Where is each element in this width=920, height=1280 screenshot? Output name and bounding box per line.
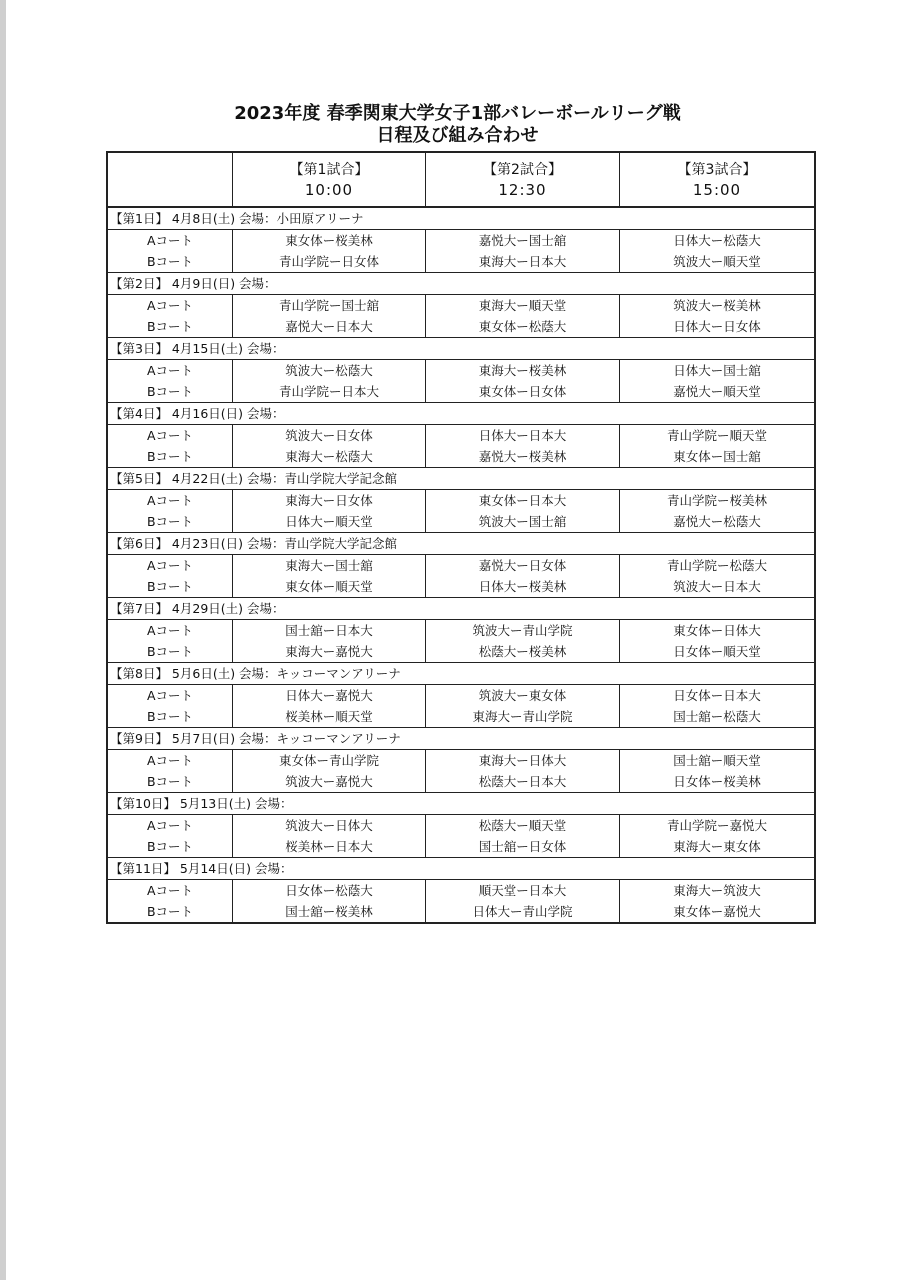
court-b-row [107,251,815,273]
match-1: 桜美林ー日本大 [233,836,426,858]
court-label: Bコート [107,836,233,858]
match-2: 順天堂ー日本大 [426,880,620,902]
document-title [106,103,809,147]
slot-time: 10:00 [304,180,354,199]
match-3: 東女体ー日体大 [620,620,816,642]
day-label: 【第11日】 5月14日(日) 会場： [107,858,815,880]
day-row [107,858,815,880]
schedule-table [106,151,816,924]
court-label: Bコート [107,901,233,923]
title-line-1: 2023年度 春季関東大学女子1部バレーボールリーグ戦 [234,103,681,124]
match-2: 東海大ー青山学院 [426,706,620,728]
title-line-2: 日程及び組み合わせ [376,125,539,146]
match-1: 桜美林ー順天堂 [233,706,426,728]
match-2: 嘉悦大ー国士舘 [426,230,620,252]
court-a-row [107,425,815,447]
match-3: 青山学院ー順天堂 [620,425,816,447]
slot-label: 【第1試合】 [289,161,369,178]
court-b-row [107,381,815,403]
court-label: Aコート [107,555,233,577]
court-b-row [107,511,815,533]
match-1: 嘉悦大ー日本大 [233,316,426,338]
day-label: 【第5日】 4月22日(土) 会場：青山学院大学記念館 [107,468,815,490]
court-label: Bコート [107,511,233,533]
match-3: 国士舘ー順天堂 [620,750,816,772]
court-label: Aコート [107,490,233,512]
match-2: 日体大ー桜美林 [426,576,620,598]
match-2: 東女体ー日本大 [426,490,620,512]
court-b-row [107,836,815,858]
match-1: 筑波大ー日女体 [233,425,426,447]
match-2: 日体大ー日本大 [426,425,620,447]
court-label: Aコート [107,360,233,382]
court-label: Bコート [107,771,233,793]
match-1: 東女体ー桜美林 [233,230,426,252]
match-1: 国士舘ー日本大 [233,620,426,642]
day-label: 【第7日】 4月29日(土) 会場： [107,598,815,620]
court-a-row [107,880,815,902]
match-3: 日体大ー日女体 [673,319,761,334]
court-a-row [107,490,815,512]
match-2: 東女体ー日女体 [426,381,620,403]
court-a-row [107,230,815,252]
match-1: 筑波大ー日体大 [233,815,426,837]
match-2: 松蔭大ー順天堂 [426,815,620,837]
day-row [107,273,815,295]
court-a-row [107,555,815,577]
match-2: 松蔭大ー桜美林 [426,641,620,663]
court-b-row [107,641,815,663]
match-1: 東女体ー青山学院 [233,750,426,772]
match-3: 東女体ー嘉悦大 [673,904,761,919]
day-label: 【第2日】 4月9日(日) 会場： [107,273,815,295]
court-label: Aコート [107,880,233,902]
match-1: 日体大ー順天堂 [233,511,426,533]
match-3: 筑波大ー日本大 [673,579,761,594]
match-1: 青山学院ー国士舘 [233,295,426,317]
match-3: 筑波大ー桜美林 [620,295,816,317]
court-a-row [107,750,815,772]
match-2: 国士舘ー日女体 [426,836,620,858]
header-row [107,152,815,207]
match-2: 嘉悦大ー桜美林 [426,446,620,468]
match-2: 日体大ー青山学院 [426,901,620,923]
court-label: Aコート [107,750,233,772]
slot-label: 【第3試合】 [677,161,757,178]
match-2: 筑波大ー青山学院 [426,620,620,642]
court-label: Aコート [107,685,233,707]
match-3: 青山学院ー桜美林 [620,490,816,512]
match-1: 東海大ー松蔭大 [233,446,426,468]
day-label: 【第8日】 5月6日(土) 会場：キッコーマンアリーナ [107,663,815,685]
court-label: Aコート [107,620,233,642]
match-1: 日女体ー松蔭大 [233,880,426,902]
court-a-row [107,685,815,707]
header-slot-1 [233,152,426,207]
day-row [107,207,815,230]
court-label: Aコート [107,295,233,317]
slot-label: 【第2試合】 [483,161,562,178]
match-1: 東海大ー日女体 [233,490,426,512]
day-row [107,598,815,620]
match-3: 日女体ー日本大 [620,685,816,707]
match-3: 東女体ー国士舘 [673,449,761,464]
match-3: 青山学院ー嘉悦大 [620,815,816,837]
match-1: 青山学院ー日本大 [233,381,426,403]
court-b-row [107,576,815,598]
match-2: 東海大ー日体大 [426,750,620,772]
day-row [107,338,815,360]
day-row [107,403,815,425]
match-3: 青山学院ー松蔭大 [620,555,816,577]
header-empty-cell [107,152,233,207]
day-row [107,793,815,815]
match-1: 東海大ー国士舘 [233,555,426,577]
court-a-row [107,360,815,382]
match-3: 東海大ー筑波大 [620,880,816,902]
court-label: Bコート [107,641,233,663]
match-3: 日女体ー順天堂 [673,644,761,659]
day-label: 【第3日】 4月15日(土) 会場： [107,338,815,360]
day-row [107,728,815,750]
match-3: 嘉悦大ー順天堂 [673,384,761,399]
day-label: 【第6日】 4月23日(日) 会場：青山学院大学記念館 [107,533,815,555]
court-b-row [107,706,815,728]
day-label: 【第10日】 5月13日(土) 会場： [107,793,815,815]
match-2: 東海大ー桜美林 [426,360,620,382]
court-b-row [107,901,815,923]
day-row [107,663,815,685]
day-label: 【第1日】 4月8日(土) 会場：小田原アリーナ [107,207,815,230]
match-3: 嘉悦大ー松蔭大 [673,514,761,529]
court-label: Aコート [107,230,233,252]
match-3: 日女体ー桜美林 [673,774,761,789]
court-label: Aコート [107,815,233,837]
match-3: 日体大ー松蔭大 [620,230,816,252]
court-a-row [107,815,815,837]
match-3: 東海大ー東女体 [673,839,761,854]
day-label: 【第9日】 5月7日(日) 会場：キッコーマンアリーナ [107,728,815,750]
match-2: 筑波大ー国士舘 [426,511,620,533]
court-label: Aコート [107,425,233,447]
match-1: 筑波大ー嘉悦大 [233,771,426,793]
court-b-row [107,316,815,338]
match-1: 東女体ー順天堂 [233,576,426,598]
match-3: 日体大ー国士舘 [620,360,816,382]
header-slot-3 [620,152,816,207]
court-a-row [107,620,815,642]
slot-time: 12:30 [498,180,547,199]
slot-time: 15:00 [692,180,742,199]
match-3: 国士舘ー松蔭大 [673,709,761,724]
match-1: 日体大ー嘉悦大 [233,685,426,707]
day-row [107,533,815,555]
court-label: Bコート [107,251,233,273]
match-2: 東海大ー日本大 [426,251,620,273]
match-1: 東海大ー嘉悦大 [233,641,426,663]
court-a-row [107,295,815,317]
day-label: 【第4日】 4月16日(日) 会場： [107,403,815,425]
match-2: 嘉悦大ー日女体 [426,555,620,577]
court-label: Bコート [107,446,233,468]
court-label: Bコート [107,381,233,403]
match-2: 東海大ー順天堂 [426,295,620,317]
court-label: Bコート [107,316,233,338]
match-2: 松蔭大ー日本大 [426,771,620,793]
header-slot-2 [426,152,620,207]
match-2: 東女体ー松蔭大 [426,316,620,338]
match-3: 筑波大ー順天堂 [673,254,761,269]
court-label: Bコート [107,706,233,728]
court-b-row [107,771,815,793]
court-b-row [107,446,815,468]
match-1: 国士舘ー桜美林 [233,901,426,923]
match-1: 青山学院ー日女体 [233,251,426,273]
day-row [107,468,815,490]
match-2: 筑波大ー東女体 [426,685,620,707]
court-label: Bコート [107,576,233,598]
match-1: 筑波大ー松蔭大 [233,360,426,382]
left-page-edge [0,0,6,1280]
